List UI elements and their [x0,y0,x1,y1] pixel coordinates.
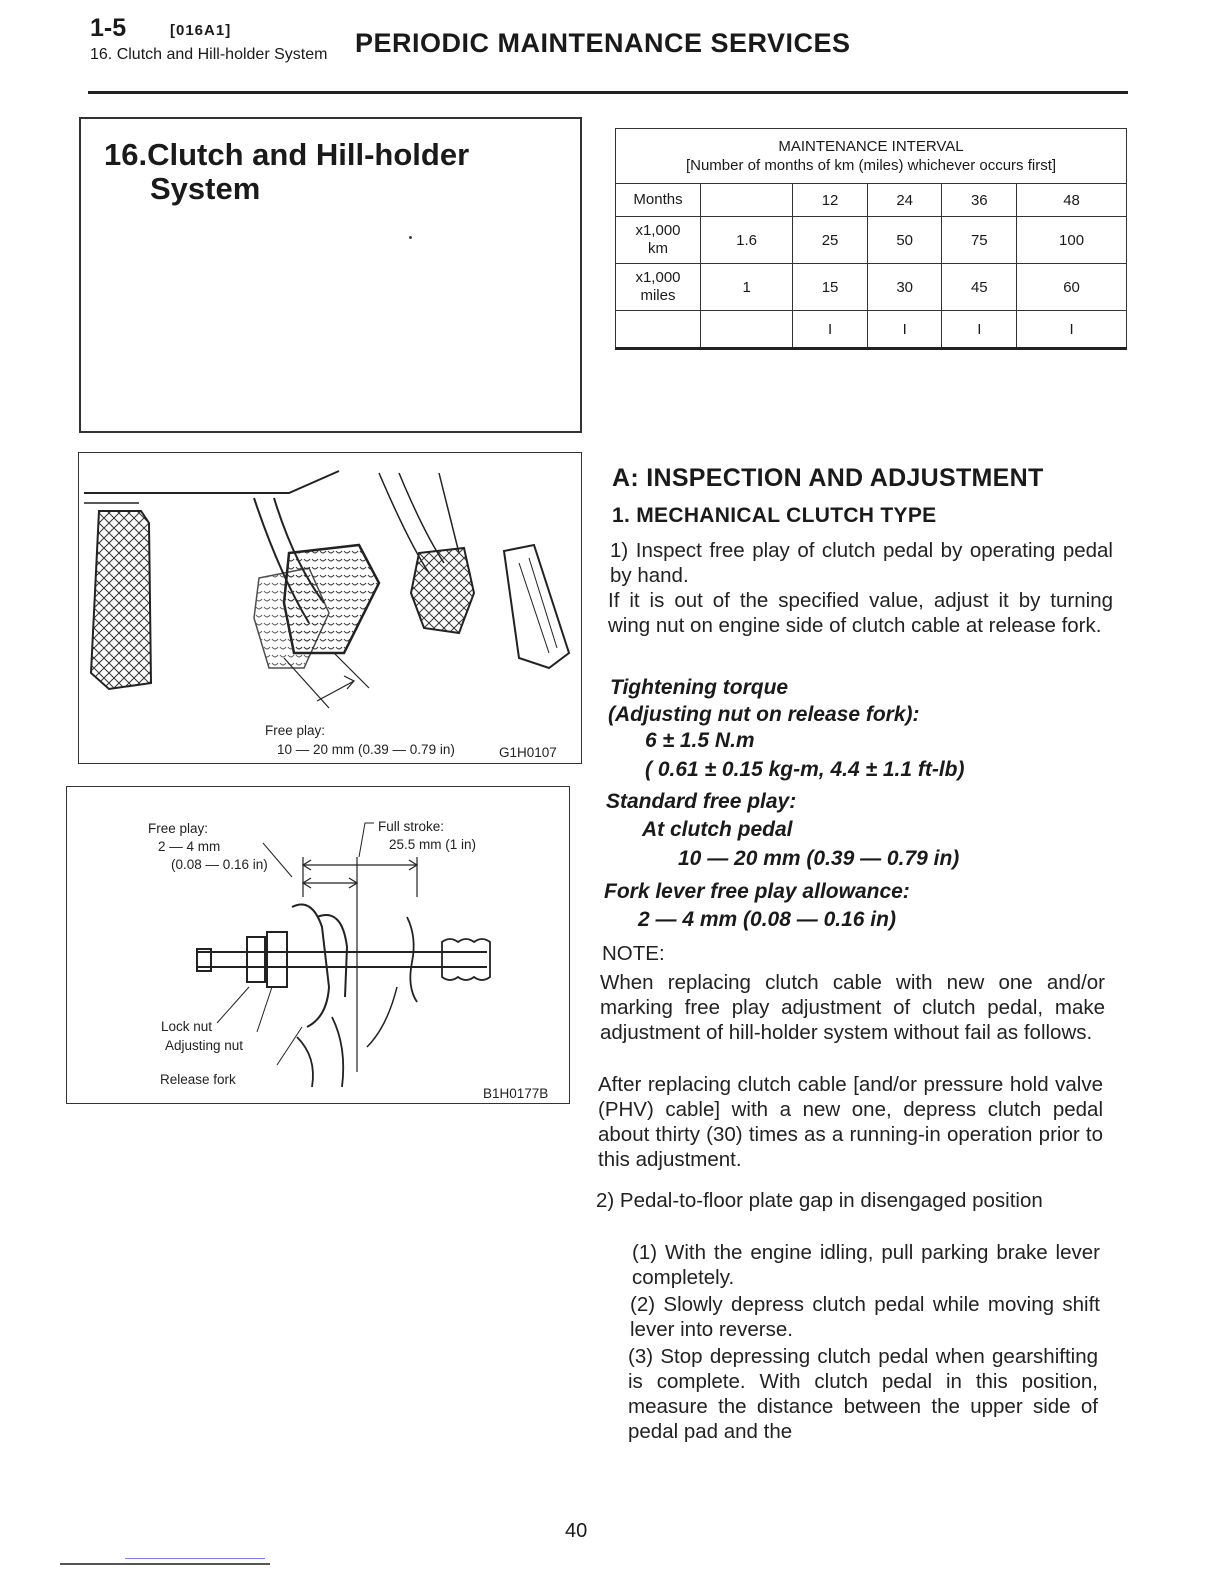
section-title [104,138,469,206]
table-cell: 75 [942,217,1017,264]
full-stroke-value: 25.5 mm (1 in) [389,837,477,852]
table-cell: 15 [793,264,868,311]
table-row-km [616,217,1127,264]
torque-subheading: (Adjusting nut on release fork): [608,703,920,726]
pedal-illustration [79,453,580,762]
free-play-label: Free play: [148,821,209,836]
torque-value-alt: ( 0.61 ± 0.15 kg-m, 4.4 ± 1.1 ft-lb) [645,758,965,781]
table-cell: 36 [942,184,1017,217]
torque-value-nm: 6 ± 1.5 N.m [645,729,755,752]
section-number: 16. [104,137,148,172]
subsection-heading: 1. MECHANICAL CLUTCH TYPE [612,504,937,527]
table-cell: 25 [793,217,868,264]
release-fork-label: Release fork [160,1072,236,1087]
substep-2: (2) Slowly depress clutch pedal while moving shift lever into reverse. [630,1293,1100,1341]
table-row-months [616,184,1127,217]
note-paragraph-1: When replacing clutch cable with new one and/or marking free play adjustment of clutch pedal, make adjustment of hill-holder system without fail as follows. [600,971,1105,1044]
table-cell [701,311,793,349]
page-subtitle: 16. Clutch and Hill-holder System [90,46,328,63]
row-label-line1: x1,000 [635,269,681,286]
table-cell: I [942,311,1017,349]
table-cell: I [867,311,942,349]
pedal-free-play-range: 10 — 20 mm (0.39 — 0.79 in) [678,847,960,870]
table-cell: I [793,311,868,349]
row-label-line2: km [648,240,668,257]
section-title-line2: System [150,171,261,206]
lock-nut-label: Lock nut [161,1019,213,1034]
table-cell: 30 [867,264,942,311]
section-heading: A: INSPECTION AND ADJUSTMENT [612,464,1044,492]
table-cell: I [1017,311,1127,349]
footer-rule [60,1563,270,1565]
adjusting-nut-label: Adjusting nut [165,1038,244,1053]
header-divider [88,91,1128,94]
table-row-inspect [616,311,1127,349]
section-title-line1: Clutch and Hill-holder [147,137,470,172]
free-play-mm: 2 — 4 mm [158,839,221,854]
table-cell: 100 [1017,217,1127,264]
maintenance-interval-table [615,128,1127,350]
torque-heading: Tightening torque [610,676,789,699]
figure-pedals [78,452,582,764]
paragraph-adjust: If it is out of the specified value, adjust it by turning wing nut on engine side of clutch cable at release fork. [608,589,1113,637]
free-play-label: Free play: [265,723,326,738]
table-cell: 45 [942,264,1017,311]
table-title-line2: [Number of months of km (miles) whichever occurs first] [685,157,1057,174]
row-label [616,311,701,349]
table-row-miles [616,264,1127,311]
row-label-line1: x1,000 [635,222,681,239]
free-play-in: (0.08 — 0.16 in) [171,857,268,872]
table-cell: 60 [1017,264,1127,311]
paragraph-step2: 2) Pedal-to-floor plate gap in disengaged position [596,1189,1043,1212]
free-play-range: 10 — 20 mm (0.39 — 0.79 in) [277,742,455,757]
page-code: 1-5 [90,14,127,42]
fork-allowance-heading: Fork lever free play allowance: [604,880,910,903]
figure-code: B1H0177B [483,1086,549,1101]
table-title-line1: MAINTENANCE INTERVAL [778,138,964,155]
footer-link-line [125,1558,265,1559]
figure-code: G1H0107 [499,745,557,760]
substep-3: (3) Stop depressing clutch pedal when gearshifting is complete. With clutch pedal in this position, measure the distance between the upper side of pedal pad and the [628,1345,1098,1443]
substep-1: (1) With the engine idling, pull parking brake lever completely. [632,1241,1100,1289]
table-cell: 24 [867,184,942,217]
table-cell: 1 [701,264,793,311]
speck [409,236,412,239]
table-cell: 50 [867,217,942,264]
table-cell [701,184,793,217]
paragraph-step1: 1) Inspect free play of clutch pedal by operating pedal by hand. [610,539,1113,587]
standard-free-play-heading: Standard free play: [606,790,797,813]
full-stroke-label: Full stroke: [378,819,445,834]
row-label: Months [616,184,701,217]
figure-release-fork [66,786,570,1104]
page-title: PERIODIC MAINTENANCE SERVICES [355,28,851,58]
page-number: 40 [565,1520,588,1542]
row-label-line2: miles [640,287,676,304]
at-clutch-pedal: At clutch pedal [642,818,793,841]
table-cell: 12 [793,184,868,217]
table-cell: 48 [1017,184,1127,217]
release-fork-illustration [67,787,568,1102]
note-label: NOTE: [602,942,665,965]
reference-code: [016A1] [170,22,232,39]
table-cell: 1.6 [701,217,793,264]
table-title [616,129,1127,184]
row-label [616,264,701,311]
row-label [616,217,701,264]
note-paragraph-2: After replacing clutch cable [and/or pressure hold valve (PHV) cable] with a new one, depress clutch pedal about thirty (30) times as a running-in operation prior to this adjustment. [598,1073,1103,1171]
fork-allowance-range: 2 — 4 mm (0.08 — 0.16 in) [638,908,896,931]
